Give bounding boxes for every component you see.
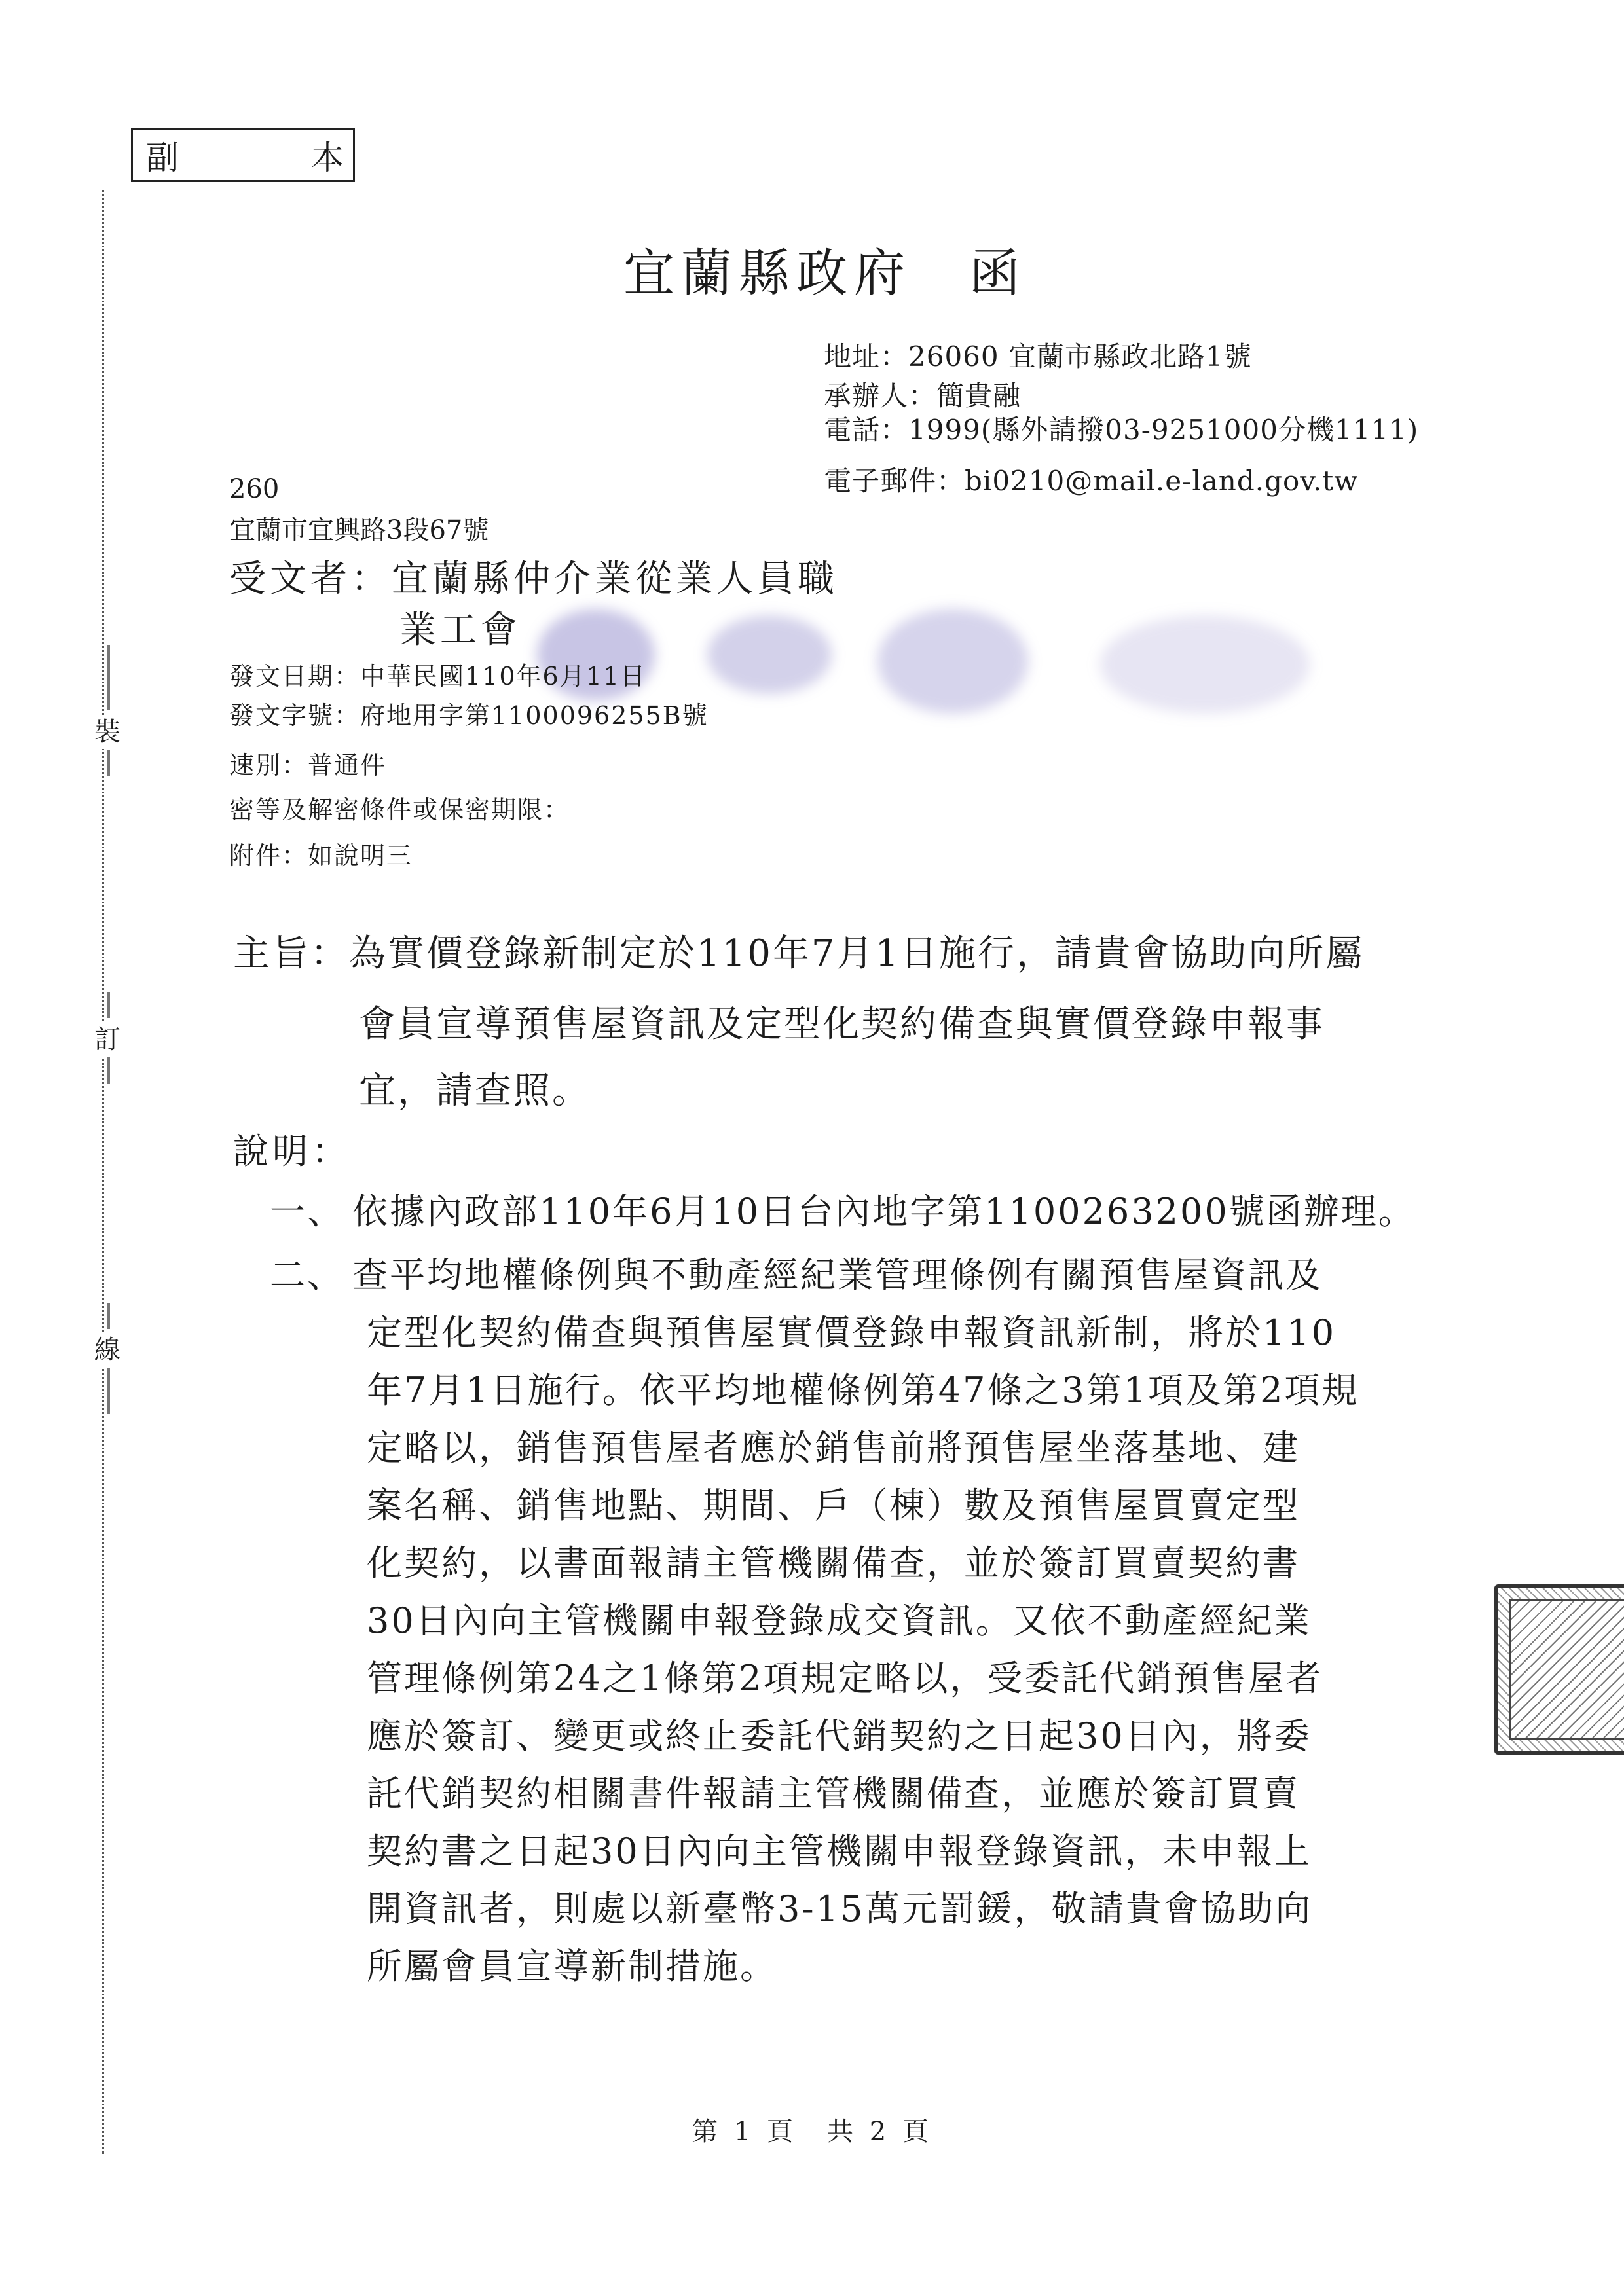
binding-label-xian: 線 [89, 1333, 126, 1367]
subject-line-2: 會員宣導預售屋資訊及定型化契約備查與實價登錄申報事 [359, 1003, 1325, 1046]
received-stamp-ink [1100, 615, 1310, 714]
explanation-item-2-line: 年7月1日施行。依平均地權條例第47條之3第1項及第2項規 [367, 1370, 1359, 1411]
received-stamp-ink [877, 609, 1028, 714]
official-seal [1494, 1584, 1624, 1755]
sender-address: 地址：26060 宜蘭市縣政北路1號 [824, 340, 1252, 373]
issue-date: 發文日期：中華民國110年6月11日 [229, 662, 647, 691]
subject-line-1: 主旨：為實價登錄新制定於110年7月1日施行，請貴會協助向所屬 [233, 932, 1365, 975]
explanation-item-2-line: 查平均地權條例與不動產經紀業管理條例有關預售屋資訊及 [352, 1254, 1323, 1296]
explanation-heading: 說明： [233, 1131, 351, 1172]
recipient-street-address: 宜蘭市宜興路3段67號 [229, 515, 489, 545]
explanation-item-1-line: 依據內政部110年6月10日台內地字第1100263200號函辦理。 [352, 1191, 1416, 1232]
page-footer: 第 1 頁 共 2 頁 [692, 2117, 932, 2147]
delivery-speed: 速別：普通件 [229, 751, 387, 780]
explanation-item-2-line: 開資訊者，則處以新臺幣3-15萬元罰鍰，敬請貴會協助向 [367, 1888, 1313, 1929]
explanation-item-2-line: 契約書之日起30日內向主管機關申報登錄資訊，未申報上 [367, 1831, 1312, 1872]
secrecy-level: 密等及解密條件或保密期限： [229, 795, 570, 824]
binding-label-ding: 訂 [89, 1023, 126, 1057]
case-handler: 承辦人：簡貴融 [824, 380, 1022, 412]
document-title: 宜蘭縣政府 函 [623, 244, 1027, 303]
explanation-item-2-line: 管理條例第24之1條第2項規定略以，受委託代銷預售屋者 [367, 1658, 1323, 1699]
attachment: 附件：如說明三 [229, 841, 413, 870]
binding-mark-bar [107, 1368, 110, 1414]
binding-mark-bar [107, 750, 110, 776]
explanation-item-2-line: 應於簽訂、變更或終止委託代銷契約之日起30日內，將委 [367, 1715, 1312, 1757]
explanation-item-2-line: 案名稱、銷售地點、期間、戶（棟）數及預售屋買賣定型 [367, 1485, 1300, 1526]
binding-mark-bar [107, 1057, 110, 1084]
contact-email: 電子郵件：bi0210@mail.e-land.gov.tw [824, 465, 1359, 497]
explanation-item-2-marker: 二、 [270, 1254, 344, 1296]
recipient-postal-code: 260 [229, 474, 280, 504]
copy-stamp-char-2: 本 [311, 139, 344, 177]
explanation-item-2-line: 30日內向主管機關申報登錄成交資訊。又依不動產經紀業 [367, 1600, 1312, 1641]
recipient-line-2: 業工會 [399, 609, 521, 651]
document-number: 發文字號：府地用字第1100096255B號 [229, 701, 709, 730]
received-stamp-ink [707, 615, 832, 694]
explanation-item-1-marker: 一、 [270, 1191, 344, 1232]
binding-mark-bar [107, 1303, 110, 1329]
explanation-item-2-line: 化契約，以書面報請主管機關備查，並於簽訂買賣契約書 [367, 1542, 1300, 1584]
binding-dotted-line [102, 190, 104, 2154]
explanation-item-2-line: 定略以，銷售預售屋者應於銷售前將預售屋坐落基地、建 [367, 1427, 1300, 1468]
binding-mark-bar [107, 992, 110, 1018]
recipient-line-1: 受文者：宜蘭縣仲介業從業人員職 [229, 558, 838, 600]
binding-mark-bar [107, 645, 110, 710]
subject-line-3: 宜，請查照。 [359, 1070, 591, 1112]
binding-label-zhuang: 裝 [89, 715, 126, 749]
copy-stamp-char-1: 副 [146, 139, 179, 177]
explanation-item-2-line: 定型化契約備查與預售屋實價登錄申報資訊新制，將於110 [367, 1312, 1337, 1353]
explanation-item-2-line: 所屬會員宣導新制措施。 [367, 1946, 777, 1987]
copy-stamp [131, 128, 355, 182]
explanation-item-2-line: 託代銷契約相關書件報請主管機關備查，並應於簽訂買賣 [367, 1773, 1300, 1814]
contact-phone: 電話：1999(縣外請撥03-9251000分機1111) [824, 414, 1419, 446]
